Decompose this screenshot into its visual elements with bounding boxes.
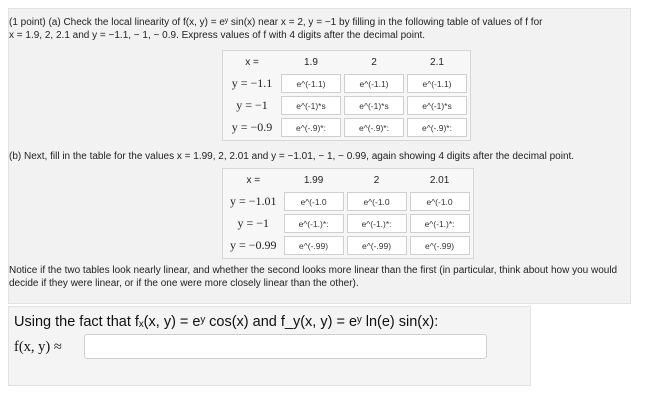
table-b-col-header: 1.99 xyxy=(284,172,344,189)
table-a-cell-input[interactable]: e^(-1.1) xyxy=(407,74,467,93)
table-a-row-header: y = −1.1 xyxy=(226,74,278,93)
notice-line1: Notice if the two tables look nearly linear, and whether the second looks more linear than the first (in particular, think about how you would xyxy=(9,265,618,276)
table-b-cell-input[interactable]: e^(-.99) xyxy=(347,236,407,255)
approximation-input[interactable] xyxy=(84,334,487,359)
table-b-row-header: y = −1 xyxy=(226,214,281,233)
table-a-cell-input[interactable]: e^(-.9)*: xyxy=(281,118,341,137)
table-a-col-header: 1.9 xyxy=(281,54,341,71)
table-b-col-header: 2 xyxy=(347,172,407,189)
table-b-row-header: y = −0.99 xyxy=(226,236,281,255)
table-b-cell-input[interactable]: e^(-.99) xyxy=(284,236,344,255)
table-a-cell-input[interactable]: e^(-1)*s xyxy=(407,96,467,115)
table-a-cell-input[interactable]: e^(-.9)*: xyxy=(344,118,404,137)
part-b-intro: (b) Next, fill in the table for the values x = 1.99, 2, 2.01 and y = −1.01, − 1, − 0.99, again showing 4 digits after the decimal point. xyxy=(9,151,575,162)
table-part-b xyxy=(222,168,474,259)
table-b-cell-input[interactable]: e^(-1.)*: xyxy=(410,214,470,233)
part-a-intro-line1: (1 point) (a) Check the local linearity of f(x, y) = eʸ sin(x) near x = 2, y = −1 by filling in the following table of values of f for xyxy=(9,17,543,28)
table-a-cell-input[interactable]: e^(-1)*s xyxy=(281,96,341,115)
table-a-col-header: 2.1 xyxy=(407,54,467,71)
table-b-corner: x = xyxy=(226,172,281,189)
table-b-cell-input[interactable]: e^(-1.0 xyxy=(410,192,470,211)
table-b-cell-input[interactable]: e^(-1.)*: xyxy=(284,214,344,233)
table-b-cell-input[interactable]: e^(-1.0 xyxy=(347,192,407,211)
table-a-cell-input[interactable]: e^(-1.1) xyxy=(281,74,341,93)
table-a-col-header: 2 xyxy=(344,54,404,71)
partial-derivatives-statement: Using the fact that fₓ(x, y) = eʸ cos(x) and f_y(x, y) = eʸ ln(e) sin(x): xyxy=(14,314,439,330)
table-a-row-header: y = −0.9 xyxy=(226,118,278,137)
table-a-cell-input[interactable]: e^(-1.1) xyxy=(344,74,404,93)
table-b-row-header: y = −1.01 xyxy=(226,192,281,211)
table-b-col-header: 2.01 xyxy=(410,172,470,189)
table-b-cell-input[interactable]: e^(-1.)*: xyxy=(347,214,407,233)
approximation-label: f(x, y) ≈ xyxy=(14,339,62,355)
table-b-cell-input[interactable]: e^(-.99) xyxy=(410,236,470,255)
table-a-cell-input[interactable]: e^(-1)*s xyxy=(344,96,404,115)
table-b-cell-input[interactable]: e^(-1.0 xyxy=(284,192,344,211)
part-a-intro-line2: x = 1.9, 2, 2.1 and y = −1.1, − 1, − 0.9. Express values of f with 4 digits after the decimal point. xyxy=(9,30,426,41)
table-a-cell-input[interactable]: e^(-.9)*: xyxy=(407,118,467,137)
table-a-row-header: y = −1 xyxy=(226,96,278,115)
notice-line2: decide if they were linear, or if the one were more closely linear than the other). xyxy=(9,278,359,289)
table-a-corner: x = xyxy=(226,54,278,71)
table-part-a xyxy=(222,50,471,141)
